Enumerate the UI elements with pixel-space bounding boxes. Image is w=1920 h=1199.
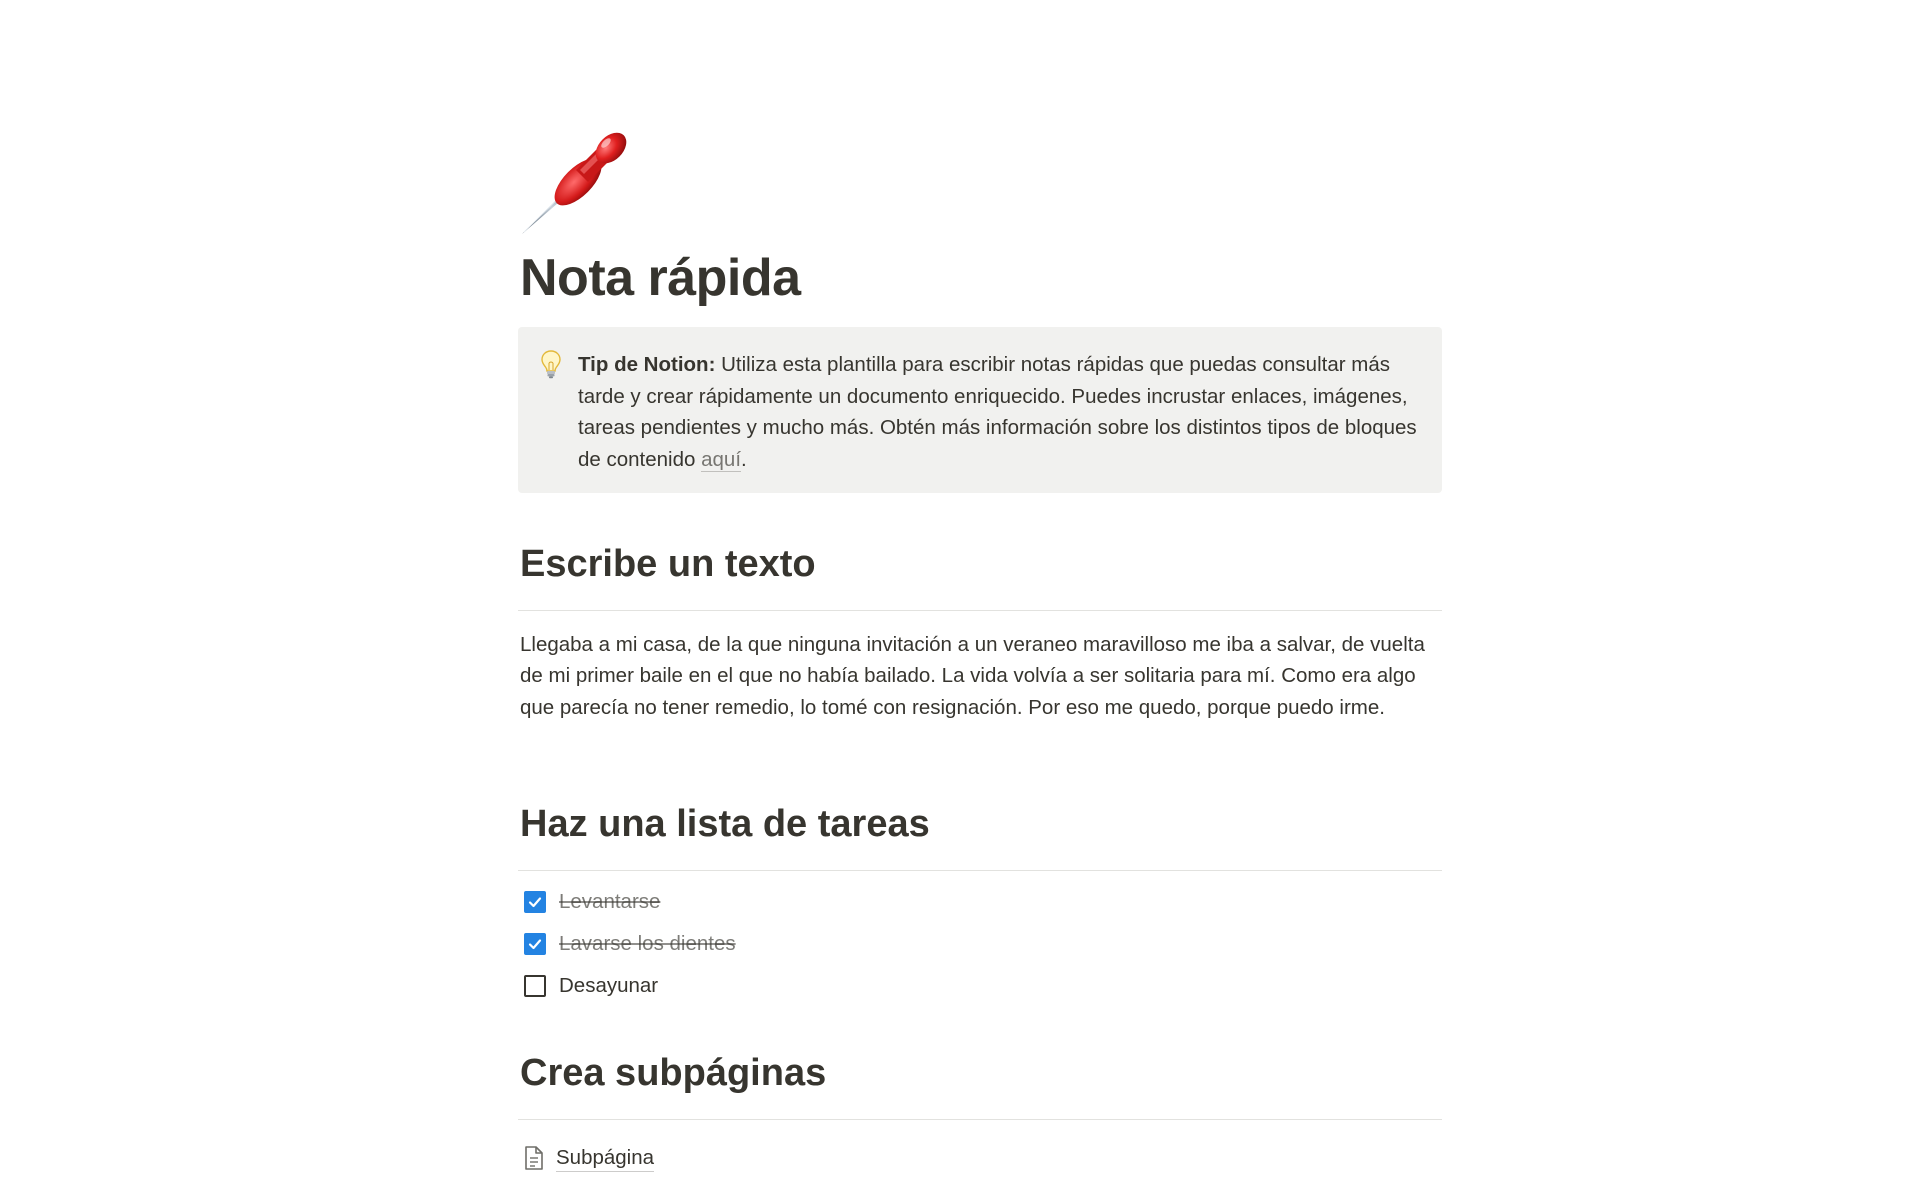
subpage-label[interactable]: Subpágina bbox=[556, 1145, 654, 1172]
checkbox-unchecked[interactable] bbox=[524, 975, 546, 997]
todo-item[interactable] bbox=[524, 887, 660, 917]
callout-text[interactable] bbox=[578, 349, 1426, 475]
todo-item[interactable] bbox=[524, 971, 658, 1001]
page-title[interactable]: Nota rápida bbox=[520, 249, 801, 307]
todo-label[interactable]: Desayunar bbox=[559, 974, 659, 997]
divider bbox=[518, 610, 1442, 611]
callout-body: Utiliza esta plantilla para escribir notas rápidas que puedas consultar más tarde y crear rápidamente un documento enriquecido. Puedes incrustar enlaces, imágenes, tareas pendientes y mucho más. Obtén más información sobre los distintos tipos de bloques de contenido bbox=[578, 353, 1417, 471]
body-paragraph[interactable]: Llegaba a mi casa, de la que ninguna invitación a un veraneo maravilloso me iba a salvar, de vuelta de mi primer baile en el que no había bailado. La vida volvía a ser solitaria para mí. Como era algo que parecía no tener remedio, lo tomé con resignación. Por eso me quedo, porque puedo irme. bbox=[520, 633, 1425, 719]
blocks-info-link[interactable]: aquí bbox=[701, 447, 742, 471]
page-icon bbox=[522, 1145, 546, 1171]
divider bbox=[518, 1119, 1442, 1120]
heading-write-text[interactable]: Escribe un texto bbox=[520, 543, 816, 585]
heading-todo-list[interactable]: Haz una lista de tareas bbox=[520, 803, 930, 845]
tip-callout bbox=[518, 327, 1442, 493]
todo-item[interactable] bbox=[524, 929, 736, 959]
callout-bold-prefix: Tip de Notion: bbox=[578, 353, 716, 376]
divider bbox=[518, 870, 1442, 871]
heading-subpages[interactable]: Crea subpáginas bbox=[520, 1052, 827, 1094]
pushpin-icon[interactable] bbox=[518, 118, 642, 242]
subpage-link[interactable] bbox=[522, 1141, 654, 1175]
checkbox-checked[interactable] bbox=[524, 933, 546, 955]
callout-suffix: . bbox=[741, 447, 747, 471]
lightbulb-icon[interactable] bbox=[540, 349, 562, 379]
todo-label[interactable]: Lavarse los dientes bbox=[559, 932, 736, 955]
checkbox-checked[interactable] bbox=[524, 891, 546, 913]
todo-label[interactable]: Levantarse bbox=[559, 890, 661, 913]
